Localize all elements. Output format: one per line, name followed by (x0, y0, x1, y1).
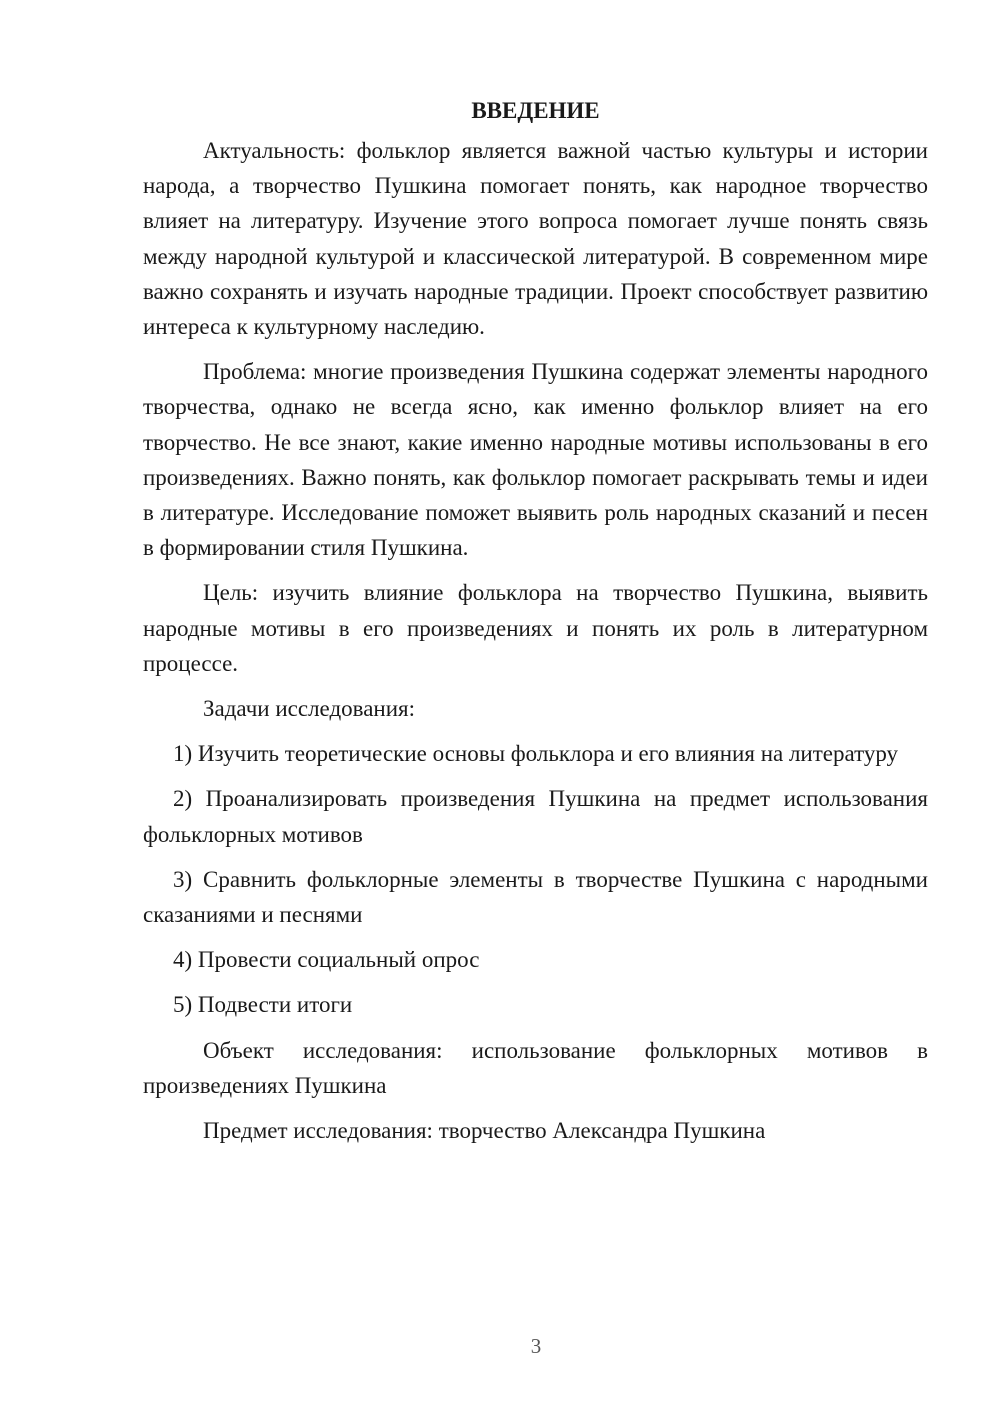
research-object-paragraph: Объект исследования: использование фольклорных мотивов в произведениях Пушкина (143, 1037, 928, 1098)
page-number: 3 (530, 1334, 542, 1358)
task-item-4: 4) Провести социальный опрос (173, 947, 480, 973)
task-item-5: 5) Подвести итоги (173, 992, 353, 1018)
tasks-heading: Задачи исследования: (203, 696, 416, 722)
task-item-2: 2) Проанализировать произведения Пушкина на предмет использования фольклорных мотивов (143, 786, 928, 847)
goal-paragraph: Цель: изучить влияние фольклора на творчество Пушкина, выявить народные мотивы в его произведениях и понять их роль в литературном процессе. (143, 580, 928, 676)
task-item-3: 3) Сравнить фольклорные элементы в творчестве Пушкина с народными сказаниями и песнями (143, 866, 928, 928)
research-subject-paragraph: Предмет исследования: творчество Александра Пушкина (203, 1118, 766, 1144)
task-item-1: 1) Изучить теоретические основы фольклора и его влияния на литературу (173, 741, 899, 767)
page-content (143, 93, 928, 1158)
section-heading: ВВЕДЕНИЕ (471, 98, 600, 123)
problem-paragraph: Проблема: многие произведения Пушкина содержат элементы народного творчества, однако не всегда ясно, как именно фольклор влияет на его творчество. Не все знают, какие именно народные мотивы использованы в его произведениях. Важно понять, как фольклор помогает раскрывать темы и идеи в литературе. Исследование поможет выявить роль народных сказаний и песен в формировании стиля Пушкина. (143, 359, 928, 561)
relevance-paragraph: Актуальность: фольклор является важной частью культуры и истории народа, а творчество Пушкина помогает понять, как народное творчество влияет на литературу. Изучение этого вопроса помогает лучше понять связь между народной культурой и классической литературой. В современном мире важно сохранять и изучать народные традиции. Проект способствует развитию интереса к культурному наследию. (143, 138, 928, 340)
